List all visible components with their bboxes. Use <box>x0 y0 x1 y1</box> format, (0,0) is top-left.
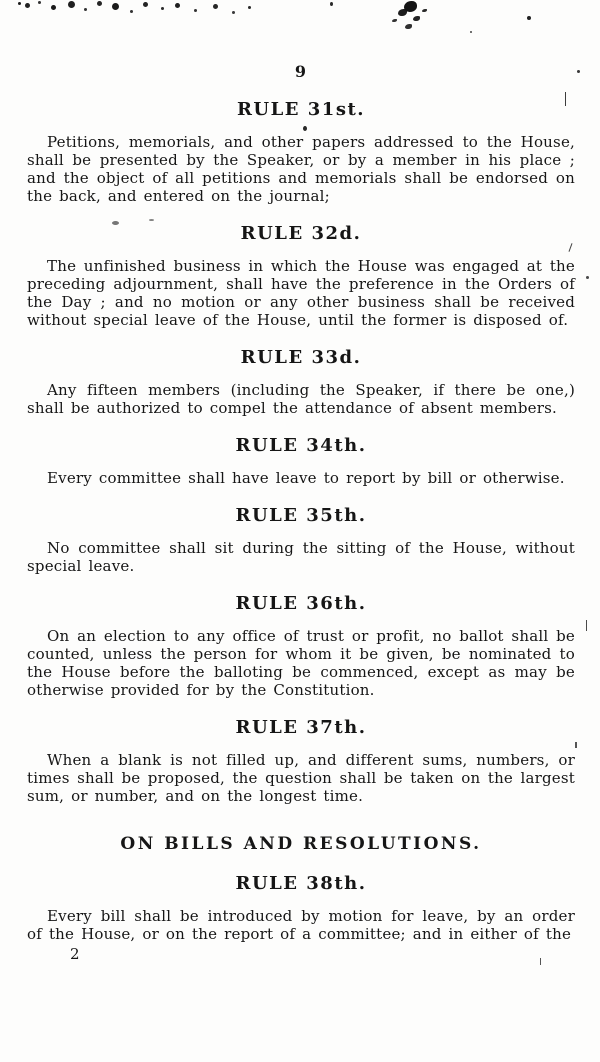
rule-34-body: Every committee shall have leave to report by bill or otherwise. <box>47 469 565 487</box>
rule-32 <box>27 223 575 329</box>
rule-37 <box>27 717 575 805</box>
rule-38-heading: RULE 38th. <box>235 873 367 894</box>
rule-31 <box>27 99 575 205</box>
rule-34 <box>27 435 575 487</box>
rule-38 <box>27 873 575 943</box>
page-number: 9 <box>294 62 308 81</box>
rule-36-body: On an election to any office of trust or profit, no ballot shall be counted, unless the person for whom it be given, be nominated to the House before the balloting be commenced, except as may be otherwise provided for by the Constitution. <box>27 627 575 699</box>
rule-36-heading: RULE 36th. <box>235 593 367 614</box>
rule-35-body: No committee shall sit during the sitting of the House, without special leave. <box>27 539 575 575</box>
rule-33-heading: RULE 33d. <box>240 347 362 368</box>
rule-31-heading: RULE 31st. <box>236 99 366 120</box>
rule-35-heading: RULE 35th. <box>235 505 367 526</box>
rule-33 <box>27 347 575 417</box>
signature-mark: 2 <box>70 945 80 963</box>
section-heading-bills-and-resolutions: ON BILLS AND RESOLUTIONS. <box>120 834 482 854</box>
rule-37-heading: RULE 37th. <box>235 717 367 738</box>
rule-34-heading: RULE 34th. <box>235 435 367 456</box>
rule-35 <box>27 505 575 575</box>
rule-38-body: Every bill shall be introduced by motion for leave, by an order of the House, or on the report of a committee; and in either of the <box>27 907 575 943</box>
rule-31-body: Petitions, memorials, and other papers addressed to the House, shall be presented by the Speaker, or by a member in his place ; and the object of all petitions and memorials shall be endorsed on the back, and entered on the journal; <box>27 133 575 205</box>
rule-36 <box>27 593 575 699</box>
rule-32-body: The unfinished business in which the House was engaged at the preceding adjournment, shall have the preference in the Orders of the Day ; and no motion or any other business shall be received without special leave of the House, until the former is disposed of. <box>27 257 575 329</box>
rule-32-heading: RULE 32d. <box>240 223 362 244</box>
rule-33-body: Any fifteen members (including the Speaker, if there be one,) shall be authorized to compel the attendance of absent members. <box>27 381 575 417</box>
rule-37-body: When a blank is not filled up, and different sums, numbers, or times shall be proposed, the question shall be taken on the largest sum, or number, and on the longest time. <box>27 751 575 805</box>
